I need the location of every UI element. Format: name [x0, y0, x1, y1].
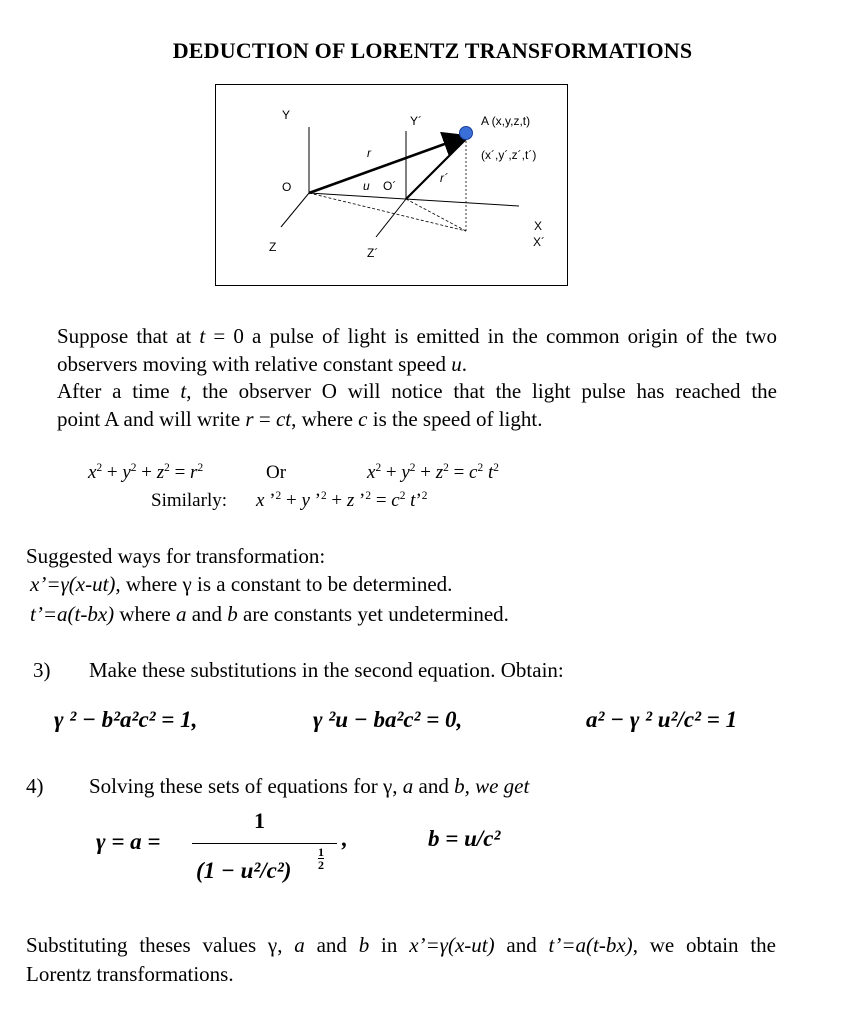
suggested-x-line: x’=γ(x-ut), where γ is a constant to be determined.	[30, 572, 453, 596]
b-equation: b = u/c²	[428, 826, 501, 851]
origin-prime-label: O´	[383, 179, 397, 193]
fraction-bar	[192, 843, 337, 844]
equation-sphere-ct: $x^2 + y^2 + z^2 = c^2$ $t^2$	[367, 462, 499, 483]
intro-line-1: Suppose that at t = 0 a pulse of light is emitted in the common origin of the two	[57, 324, 777, 348]
u-label: u	[363, 179, 370, 193]
conclusion-line-1: Substituting theses values γ, a and b in x’=γ(x-ut) and t’=a(t-bx), we obtain the	[26, 933, 776, 957]
equation-sphere-r: $x^2 + y^2 + z^2 = r^2$	[88, 462, 204, 483]
z-prime-axis	[376, 199, 406, 237]
intro-paragraph	[57, 323, 777, 433]
equation-sphere-prime: x ’$^2$ + y ’$^2$ + z ’$^2$ = $c^2$ t’$^2$	[256, 490, 428, 511]
step-3-number: 3)	[33, 658, 51, 682]
point-a-label: A (x,y,z,t)	[481, 114, 531, 128]
y-label: Y	[282, 108, 291, 122]
y-prime-label: Y´	[410, 114, 422, 128]
x-prime-label: X´	[533, 235, 545, 249]
point-a	[460, 127, 473, 140]
coordinate-diagram	[215, 84, 568, 286]
equation-3c: a² − γ ² u²/c² = 1	[586, 707, 738, 732]
r-label: r	[367, 146, 371, 160]
intro-line-2: observers moving with relative constant speed u.	[57, 351, 467, 376]
z-label: Z	[269, 240, 277, 254]
gamma-comma: ,	[342, 826, 348, 851]
x-label: X	[534, 219, 543, 233]
similarly-label: Similarly:	[151, 490, 227, 511]
or-label: Or	[266, 462, 287, 483]
coordinate-diagram-svg	[216, 85, 569, 287]
projection-line	[309, 193, 466, 231]
fraction-denominator: (1 − u²/c²)	[196, 858, 292, 883]
conclusion-line-2: Lorentz transformations.	[26, 962, 234, 986]
suggested-heading: Suggested ways for transformation:	[26, 544, 326, 568]
fraction-exponent: 1 2	[318, 845, 324, 872]
projection-line	[406, 199, 466, 231]
step-3-text: Make these substitutions in the second equation. Obtain:	[89, 658, 564, 682]
gamma-equation-lhs: γ = a =	[96, 829, 161, 854]
page-title: DEDUCTION OF LORENTZ TRANSFORMATIONS	[172, 38, 693, 63]
origin-label: O	[282, 180, 292, 194]
equation-3b: γ ²u − ba²c² = 0,	[313, 707, 463, 732]
r-prime-label: r´	[440, 171, 448, 185]
point-a-prime-label: (x´,y´,z´,t´)	[481, 148, 537, 162]
intro-line-3: After a time t, the observer O will notice that the light pulse has reached the	[57, 379, 777, 403]
step-4-text: Solving these sets of equations for γ, a and b, we get	[89, 774, 530, 798]
z-prime-label: Z´	[367, 246, 379, 260]
x-axis	[309, 193, 519, 206]
intro-line-4: point A and will write r = ct, where c is the speed of light.	[57, 406, 543, 431]
step-4-number: 4)	[26, 774, 44, 798]
z-axis	[281, 193, 309, 227]
suggested-t-line: t’=a(t-bx) where a and b are constants yet undetermined.	[30, 602, 509, 626]
equation-3a: γ ² − b²a²c² = 1,	[54, 707, 198, 732]
fraction-numerator: 1	[254, 808, 265, 833]
